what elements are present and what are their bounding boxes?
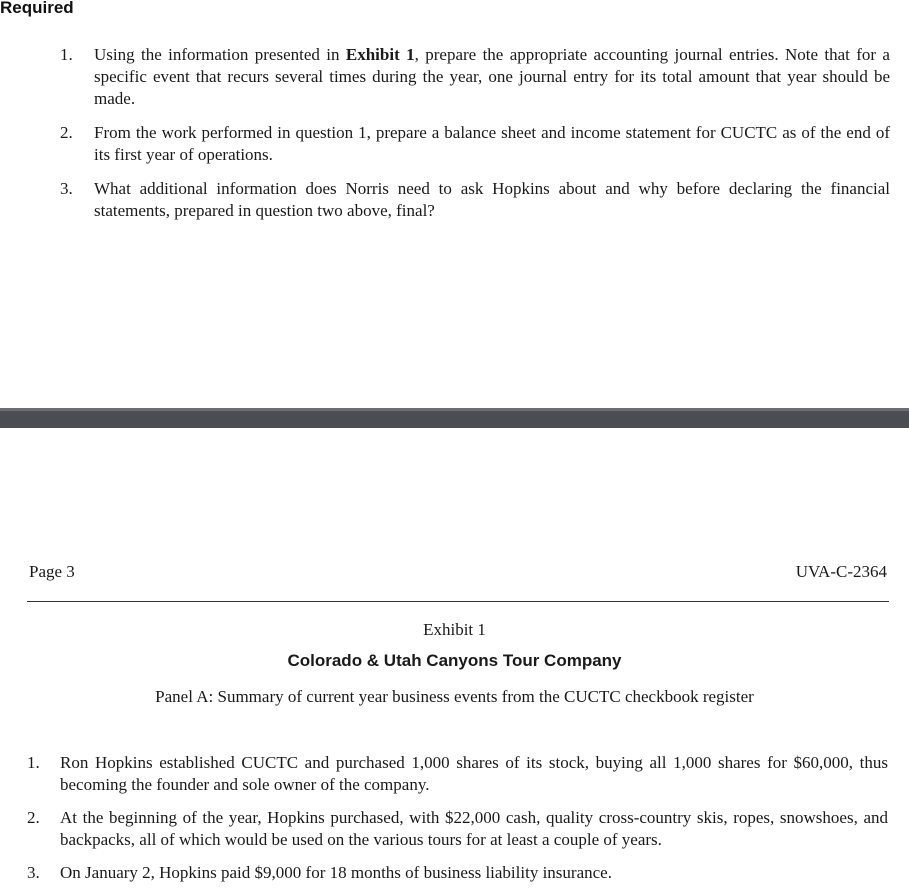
event-number: 3. — [27, 863, 40, 882]
question-number: 2. — [60, 123, 73, 142]
header-rule — [27, 601, 889, 602]
event-number: 2. — [27, 808, 40, 827]
question-item — [50, 178, 890, 222]
exhibit-title: Exhibit 1 — [423, 620, 486, 639]
company-name: Colorado & Utah Canyons Tour Company — [287, 651, 622, 670]
question-text-post: , prepare the appropriate accounting journal entries. Note that for a specific event that recurs several times during the year, one journal entry for its total amount that year should be made. — [94, 45, 890, 108]
question-item — [50, 122, 890, 166]
event-number: 1. — [27, 753, 40, 772]
question-list — [50, 44, 890, 234]
required-heading: Required — [0, 0, 74, 17]
case-id: UVA-C-2364 — [795, 562, 887, 581]
event-text: On January 2, Hopkins paid $9,000 for 18 months of business liability insurance. — [60, 863, 612, 882]
panel-caption: Panel A: Summary of current year business events from the CUCTC checkbook register — [155, 687, 754, 706]
event-item — [22, 752, 888, 796]
page-divider — [0, 408, 909, 428]
question-text: What additional information does Norris need to ask Hopkins about and why before declaring the financial statements, prepared in question two above, final? — [94, 179, 890, 220]
question-text: From the work performed in question 1, prepare a balance sheet and income statement for CUCTC as of the end of its first year of operations. — [94, 123, 890, 164]
question-item — [50, 44, 890, 110]
event-item — [22, 807, 888, 851]
event-item — [22, 862, 888, 884]
question-number: 3. — [60, 179, 73, 198]
event-text: At the beginning of the year, Hopkins purchased, with $22,000 cash, quality cross-country skis, ropes, snowshoes, and backpacks, all of which would be used on the various tours for at least a couple of years. — [60, 808, 888, 849]
event-list — [22, 752, 888, 895]
event-text: Ron Hopkins established CUCTC and purchased 1,000 shares of its stock, buying all 1,000 shares for $60,000, thus becoming the founder and sole owner of the company. — [60, 753, 888, 794]
question-text-pre: Using the information presented in — [94, 45, 346, 64]
question-number: 1. — [60, 45, 73, 64]
page-number: Page 3 — [29, 562, 75, 581]
question-text-bold: Exhibit 1 — [345, 45, 415, 64]
